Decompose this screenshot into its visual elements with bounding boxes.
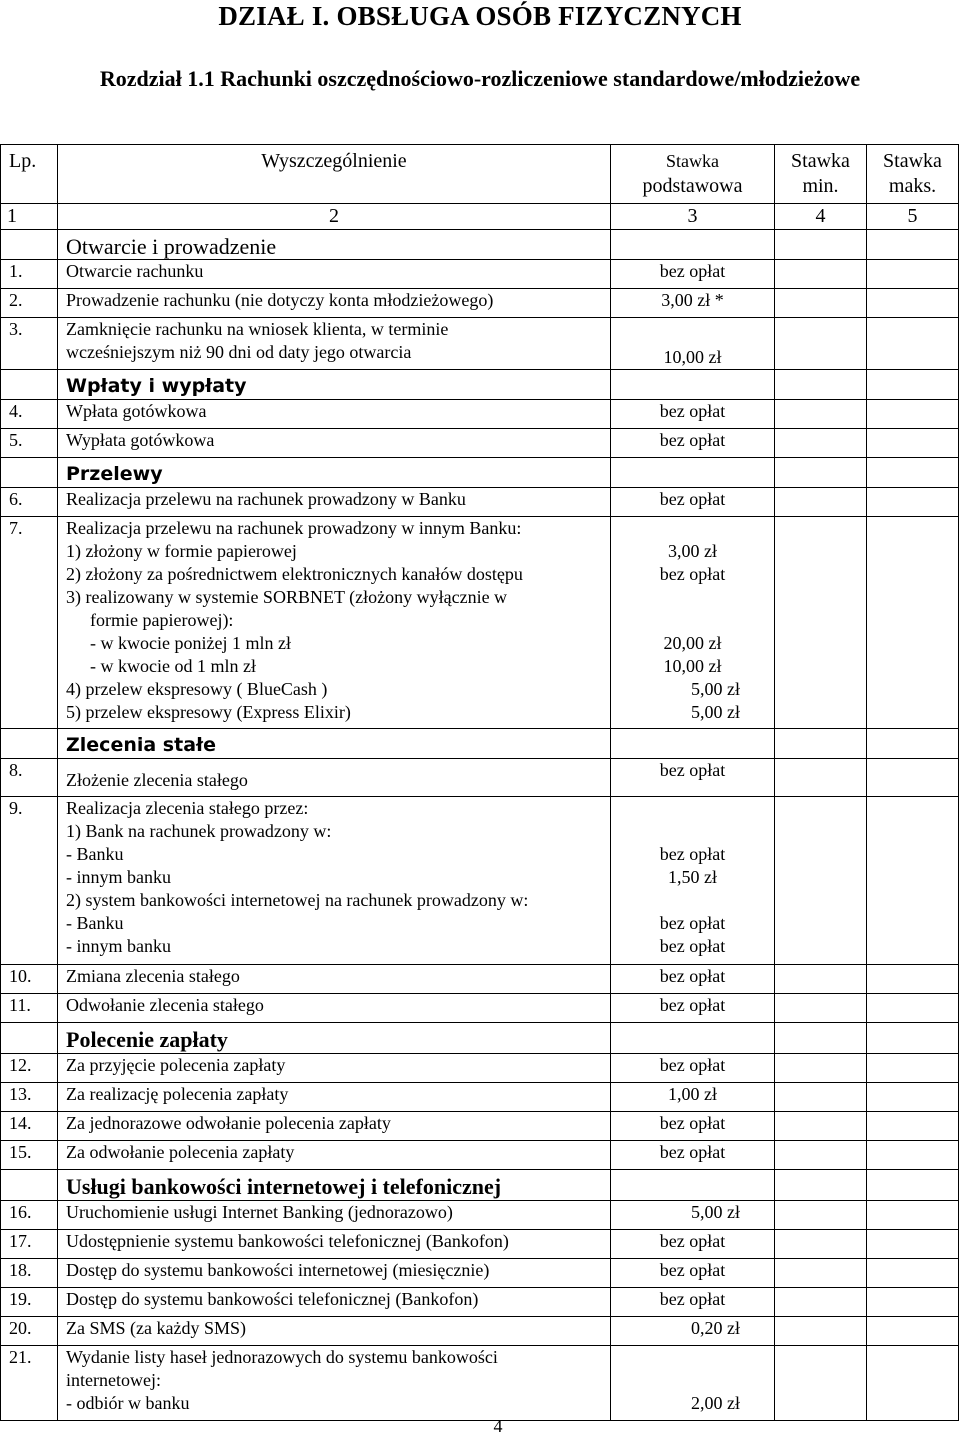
row-description-line: 3) realizowany w systemie SORBNET (złożony wyłącznie w	[66, 587, 508, 607]
row-rate: 10,00 zł	[663, 347, 722, 367]
row-lp: 4.	[1, 400, 58, 429]
row-rate: bez opłat	[659, 1289, 726, 1309]
table-row	[1, 994, 959, 1023]
row-description: Wypłata gotówkowa	[58, 429, 611, 458]
row-rate: 3,00 zł	[668, 541, 717, 561]
row-description-line: 1) złożony w formie papierowej	[66, 541, 297, 561]
section-row	[1, 1023, 959, 1054]
header-rate-max	[867, 145, 959, 204]
section-title: Polecenie zapłaty	[58, 1023, 611, 1054]
row-description-line: Wydanie listy haseł jednorazowych do systemu bankowości	[66, 1347, 498, 1367]
row-rate: 10,00 zł	[663, 656, 722, 676]
row-lp: 5.	[1, 429, 58, 458]
row-description: Zmiana zlecenia stałego	[58, 965, 611, 994]
table-row	[1, 1317, 959, 1346]
section-title: Zlecenia stałe	[58, 729, 611, 759]
row-description: Za SMS (za każdy SMS)	[58, 1317, 611, 1346]
row-description: Złożenie zlecenia stałego	[58, 759, 611, 797]
row-description-line: 4) przelew ekspresowy ( BlueCash )	[66, 679, 328, 699]
table-row	[1, 517, 959, 729]
row-lp: 14.	[1, 1112, 58, 1141]
row-rate: 1,00 zł	[668, 1084, 717, 1104]
row-rate: bez opłat	[659, 261, 726, 281]
row-rate: 20,00 zł	[663, 633, 722, 653]
table-row	[1, 797, 959, 965]
row-description: Realizacja przelewu na rachunek prowadzony w Banku	[58, 488, 611, 517]
row-lp: 21.	[1, 1346, 58, 1421]
row-description: Za jednorazowe odwołanie polecenia zapłaty	[58, 1112, 611, 1141]
row-rate: bez opłat	[659, 1113, 726, 1133]
column-number-row	[1, 204, 959, 230]
row-description: Prowadzenie rachunku (nie dotyczy konta młodzieżowego)	[58, 289, 611, 318]
table-row	[1, 965, 959, 994]
header-rate-base	[611, 145, 775, 204]
row-description-line: 1) Bank na rachunek prowadzony w:	[66, 821, 332, 841]
row-description: Za przyjęcie polecenia zapłaty	[58, 1054, 611, 1083]
table-row	[1, 1083, 959, 1112]
row-lp: 12.	[1, 1054, 58, 1083]
row-description-line: - w kwocie poniżej 1 mln zł	[90, 633, 291, 653]
header-rate-min	[775, 145, 867, 204]
table-row	[1, 260, 959, 289]
row-lp: 17.	[1, 1230, 58, 1259]
section-title: Wpłaty i wypłaty	[58, 370, 611, 400]
row-lp: 13.	[1, 1083, 58, 1112]
header-rate-base-line2: podstawowa	[642, 175, 743, 197]
row-description: Wpłata gotówkowa	[58, 400, 611, 429]
row-lp: 1.	[1, 260, 58, 289]
section-row	[1, 729, 959, 759]
column-number-3: 3	[611, 204, 775, 230]
row-description	[58, 797, 611, 965]
row-description-line: wcześniejszym niż 90 dni od daty jego otwarcia	[66, 342, 412, 362]
row-description-line: - odbiór w banku	[66, 1393, 190, 1413]
table-row	[1, 1054, 959, 1083]
row-rate: bez opłat	[659, 913, 726, 933]
table-row	[1, 488, 959, 517]
row-rate: bez opłat	[659, 430, 726, 450]
header-rate-min-line2: min.	[802, 175, 839, 197]
row-description: Za odwołanie polecenia zapłaty	[58, 1141, 611, 1170]
table-row	[1, 1112, 959, 1141]
row-description: Dostęp do systemu bankowości internetowej (miesięcznie)	[58, 1259, 611, 1288]
table-row	[1, 318, 959, 370]
row-lp: 10.	[1, 965, 58, 994]
row-lp: 11.	[1, 994, 58, 1023]
row-rate: bez opłat	[659, 564, 726, 584]
row-lp: 7.	[1, 517, 58, 729]
section-row	[1, 230, 959, 260]
row-description	[58, 1346, 611, 1421]
row-description-line: - w kwocie od 1 mln zł	[90, 656, 256, 676]
row-rate: bez opłat	[659, 1231, 726, 1251]
row-description: Dostęp do systemu bankowości telefonicznej (Bankofon)	[58, 1288, 611, 1317]
row-rate: 5,00 zł	[691, 679, 740, 699]
row-description-line: - innym banku	[66, 867, 171, 887]
row-lp: 16.	[1, 1201, 58, 1230]
table-row	[1, 1230, 959, 1259]
row-description-line: 2) złożony za pośrednictwem elektronicznych kanałów dostępu	[66, 564, 523, 584]
row-lp: 20.	[1, 1317, 58, 1346]
row-description: Uruchomienie usługi Internet Banking (jednorazowo)	[58, 1201, 611, 1230]
row-description: Odwołanie zlecenia stałego	[58, 994, 611, 1023]
column-number-2: 2	[58, 204, 611, 230]
row-rate: 1,50 zł	[668, 867, 717, 887]
row-rate	[611, 889, 774, 912]
row-rate: 3,00 zł *	[661, 290, 724, 310]
row-rate: 5,00 zł	[691, 702, 740, 722]
header-description: Wyszczególnienie	[58, 145, 611, 204]
row-lp: 18.	[1, 1259, 58, 1288]
table-row	[1, 759, 959, 797]
row-rate: bez opłat	[659, 966, 726, 986]
row-lp: 9.	[1, 797, 58, 965]
row-rate: bez opłat	[659, 936, 726, 956]
column-number-4: 4	[775, 204, 867, 230]
header-row	[1, 145, 959, 204]
row-description: Udostępnienie systemu bankowości telefonicznej (Bankofon)	[58, 1230, 611, 1259]
section-title: Usługi bankowości internetowej i telefonicznej	[58, 1170, 611, 1201]
table-row	[1, 289, 959, 318]
row-rate: 5,00 zł	[691, 1202, 740, 1222]
table-row	[1, 1346, 959, 1421]
table-row	[1, 400, 959, 429]
row-description: Za realizację polecenia zapłaty	[58, 1083, 611, 1112]
row-description-line: Realizacja zlecenia stałego przez:	[66, 798, 309, 818]
row-lp: 19.	[1, 1288, 58, 1317]
fee-table	[0, 144, 959, 1421]
row-description-line: formie papierowej):	[90, 610, 234, 630]
row-rate: bez opłat	[659, 760, 726, 780]
row-description-line: - Banku	[66, 844, 124, 864]
row-description-line: 5) przelew ekspresowy (Express Elixir)	[66, 702, 351, 722]
header-rate-max-line2: maks.	[888, 175, 937, 197]
column-number-1: 1	[1, 204, 58, 230]
table-row	[1, 1201, 959, 1230]
page-number: 4	[493, 1416, 503, 1436]
section-row	[1, 370, 959, 400]
row-description-line: - innym banku	[66, 936, 171, 956]
row-rate	[611, 797, 774, 820]
row-description-line: 2) system bankowości internetowej na rachunek prowadzony w:	[66, 890, 529, 910]
row-rate	[611, 609, 774, 632]
table-row	[1, 429, 959, 458]
row-description-line: internetowej:	[66, 1370, 161, 1390]
row-description	[58, 517, 611, 729]
table-row	[1, 1141, 959, 1170]
row-rate: bez opłat	[659, 1260, 726, 1280]
row-rate	[611, 586, 774, 609]
section-title: Otwarcie i prowadzenie	[58, 230, 611, 260]
section-row	[1, 458, 959, 488]
row-description-line: Realizacja przelewu na rachunek prowadzony w innym Banku:	[66, 518, 522, 538]
row-rate: bez opłat	[659, 1142, 726, 1162]
section-title: Przelewy	[58, 458, 611, 488]
row-description: Otwarcie rachunku	[58, 260, 611, 289]
row-rate: bez opłat	[659, 401, 726, 421]
row-rate	[611, 517, 774, 540]
row-lp: 3.	[1, 318, 58, 370]
row-lp: 15.	[1, 1141, 58, 1170]
row-lp: 8.	[1, 759, 58, 797]
row-rate: 2,00 zł	[691, 1393, 740, 1413]
row-rate: bez opłat	[659, 844, 726, 864]
section-row	[1, 1170, 959, 1201]
header-lp: Lp.	[1, 145, 58, 204]
row-description	[58, 318, 611, 370]
row-lp: 2.	[1, 289, 58, 318]
row-description-line: Zamknięcie rachunku na wniosek klienta, w terminie	[66, 319, 449, 339]
row-rate: 0,20 zł	[691, 1318, 740, 1338]
row-lp: 6.	[1, 488, 58, 517]
header-rate-min-line1: Stawka	[791, 150, 850, 172]
row-description-line: - Banku	[66, 913, 124, 933]
row-rate: bez opłat	[659, 489, 726, 509]
header-rate-max-line1: Stawka	[883, 150, 942, 172]
row-rate: bez opłat	[659, 995, 726, 1015]
column-number-5: 5	[867, 204, 959, 230]
header-rate-base-line1: Stawka	[666, 151, 719, 171]
table-row	[1, 1288, 959, 1317]
row-rate	[611, 820, 774, 843]
row-rate: bez opłat	[659, 1055, 726, 1075]
main-title: DZIAŁ I. OBSŁUGA OSÓB FIZYCZNYCH	[218, 1, 742, 31]
sub-title: Rozdział 1.1 Rachunki oszczędnościowo-rozliczeniowe standardowe/młodzieżowe	[99, 66, 861, 91]
table-row	[1, 1259, 959, 1288]
